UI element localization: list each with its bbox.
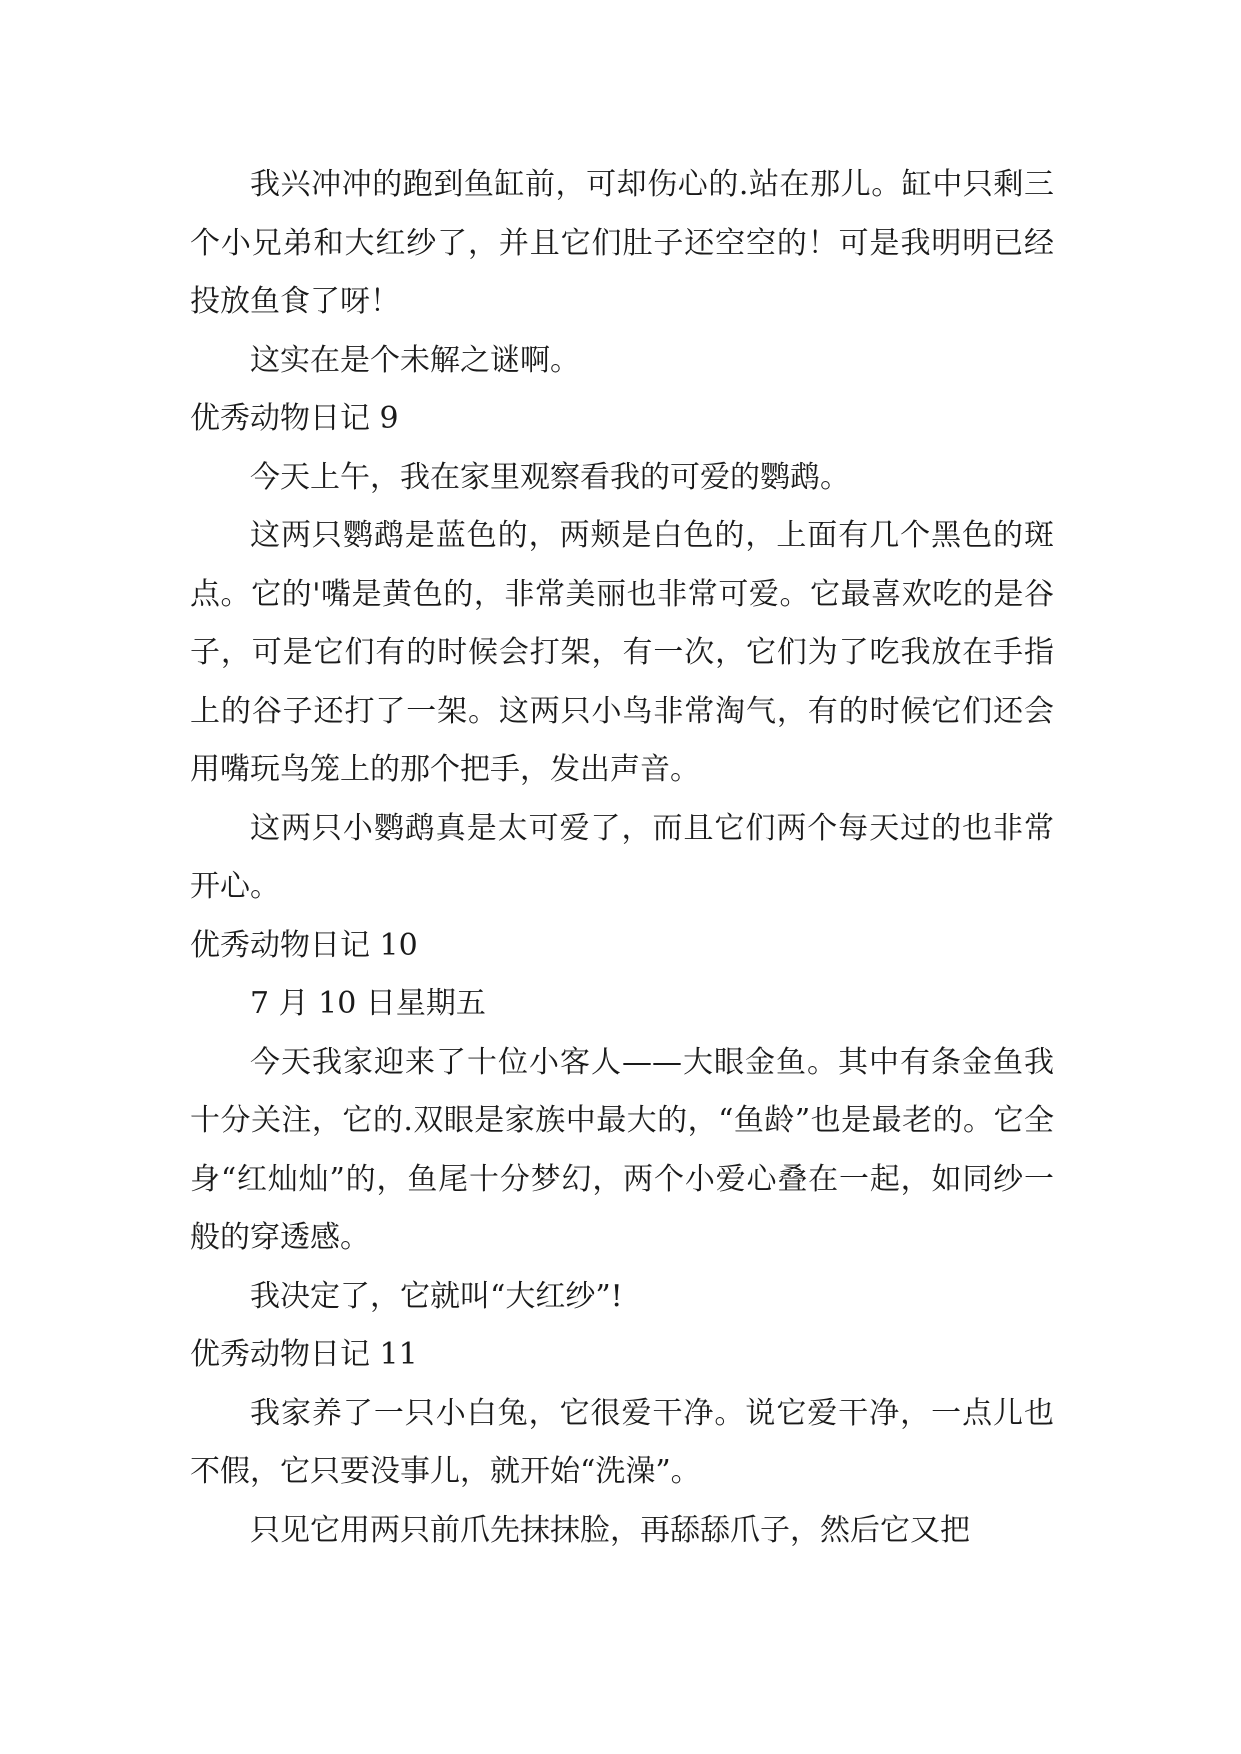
paragraph: 只见它用两只前爪先抹抹脸，再舔舔爪子，然后它又把 [250, 1512, 970, 1548]
paragraph: 今天我家迎来了十位小客人——大眼金鱼。其中有条金鱼我十分关注，它的.双眼是家族中最大的，“鱼龄”也是最老的。它全身“红灿灿”的，鱼尾十分梦幻，两个小爱心叠在一起，如同纱一般的穿透感。 [190, 1044, 1054, 1255]
paragraph: 这实在是个未解之谜啊。 [250, 342, 580, 378]
paragraph: 我兴冲冲的跑到鱼缸前，可却伤心的.站在那儿。缸中只剩三个小兄弟和大红纱了，并且它们肚子还空空的！可是我明明已经投放鱼食了呀！ [190, 167, 1054, 319]
document-body [190, 156, 1054, 1560]
paragraph: 我家养了一只小白兔，它很爱干净。说它爱干净，一点儿也不假，它只要没事儿，就开始“洗澡”。 [190, 1395, 1054, 1489]
section-heading: 优秀动物日记 9 [190, 401, 399, 436]
paragraph: 我决定了，它就叫“大红纱”! [250, 1278, 623, 1314]
date-line: 7 月 10 日星期五 [250, 986, 486, 1021]
paragraph: 这两只鹦鹉是蓝色的，两颊是白色的，上面有几个黑色的斑点。它的'嘴是黄色的，非常美丽也非常可爱。它最喜欢吃的是谷子，可是它们有的时候会打架，有一次，它们为了吃我放在手指上的谷子还打了一架。这两只小鸟非常淘气，有的时候它们还会用嘴玩鸟笼上的那个把手，发出声音。 [190, 518, 1054, 787]
section-heading: 优秀动物日记 10 [190, 927, 418, 963]
section-heading: 优秀动物日记 11 [190, 1337, 418, 1372]
paragraph: 这两只小鹦鹉真是太可爱了，而且它们两个每天过的也非常开心。 [190, 810, 1054, 904]
paragraph: 今天上午，我在家里观察看我的可爱的鹦鹉。 [250, 459, 850, 495]
